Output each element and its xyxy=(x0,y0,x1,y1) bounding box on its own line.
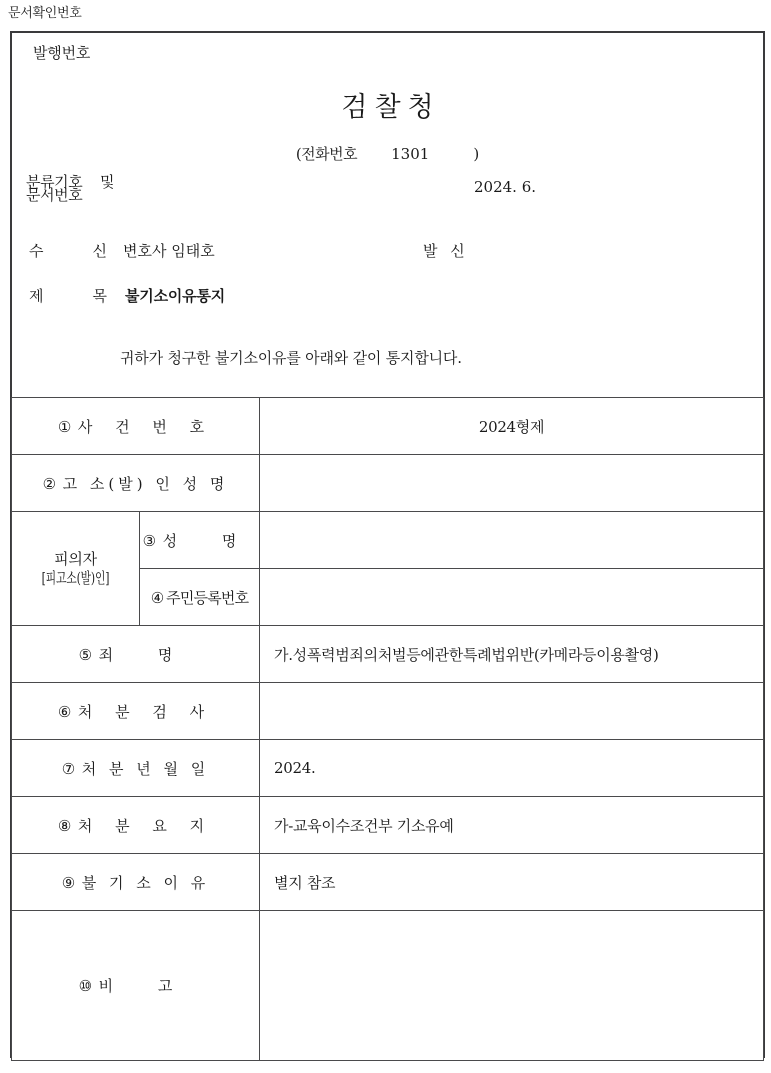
row-label-complainant-name xyxy=(12,455,260,512)
row-label-disposition-date xyxy=(12,740,260,797)
suspect-label-line1: 피의자 xyxy=(54,549,97,568)
row-label-charge-name xyxy=(12,626,260,683)
table-row-prosecutor xyxy=(12,683,764,740)
document-frame xyxy=(10,31,765,1058)
document-confirm-number-label: 문서확인번호 xyxy=(8,6,82,21)
row-label-text-complainant-name: 고 소(발) 인 성 명 xyxy=(62,474,229,493)
subject-label-second: 목 xyxy=(92,287,107,305)
issue-date: 2024. 6. xyxy=(474,178,537,196)
row-value-charge-name[interactable]: 가.성폭력범죄의처벌등에관한특례법위반(카메라등이용촬영) xyxy=(260,626,764,683)
sender-label: 발 신 xyxy=(423,242,469,260)
sender-row xyxy=(423,240,469,261)
row-label-text-reason-nonprosecution: 불 기 소 이 유 xyxy=(81,873,210,892)
suspect-group-label xyxy=(12,512,140,626)
phone-line xyxy=(12,143,763,164)
row-marker-9: ⑨ xyxy=(61,873,78,892)
recipient-label-second: 신 xyxy=(92,242,107,260)
row-marker-8: ⑧ xyxy=(57,816,74,835)
row-marker-6: ⑥ xyxy=(57,702,74,721)
row-label-text-suspect-name: 성 명 xyxy=(162,531,257,550)
lead-sentence: 귀하가 청구한 불기소이유를 아래와 같이 통지합니다. xyxy=(120,349,462,367)
row-marker-1: ① xyxy=(57,417,74,436)
phone-number: 1301 xyxy=(391,145,430,163)
row-label-remarks xyxy=(12,911,260,1061)
table-row-charge-name xyxy=(12,626,764,683)
classification-block xyxy=(26,175,114,205)
row-label-text-remarks: 비 고 xyxy=(98,977,193,995)
row-marker-7: ⑦ xyxy=(61,759,78,778)
row-label-reason-nonprosecution xyxy=(12,854,260,911)
suspect-label-line2: [피고소(발)인] xyxy=(41,568,110,587)
row-value-reason-nonprosecution[interactable]: 별지 참조 xyxy=(260,854,764,911)
letterhead-section xyxy=(12,33,763,397)
table-row-disposition-date xyxy=(12,740,764,797)
row-label-case-number xyxy=(12,398,260,455)
row-label-text-disposition-date: 처 분 년 월 일 xyxy=(81,759,210,778)
row-value-complainant-name[interactable] xyxy=(260,455,764,512)
row-label-suspect-rrn xyxy=(140,569,260,626)
recipient-value: 변호사 임태호 xyxy=(123,242,215,260)
row-marker-10: ⑩ xyxy=(78,977,95,995)
row-label-text-disposition-summary: 처 분 요 지 xyxy=(77,816,214,835)
subject-row xyxy=(29,285,225,306)
row-label-text-charge-name: 죄 명 xyxy=(98,645,193,664)
row-value-suspect-name[interactable] xyxy=(260,512,764,569)
row-value-remarks[interactable] xyxy=(260,911,764,1061)
row-value-suspect-rrn[interactable] xyxy=(260,569,764,626)
office-title: 검찰청 xyxy=(341,92,441,123)
phone-label: (전화번호 xyxy=(295,145,358,163)
table-row-reason-nonprosecution xyxy=(12,854,764,911)
row-marker-5: ⑤ xyxy=(78,645,95,664)
row-marker-2: ② xyxy=(42,474,59,493)
row-marker-4: ④ xyxy=(150,588,167,607)
table-row-suspect-name xyxy=(12,512,764,569)
document-number-label: 문서번호 xyxy=(26,186,83,204)
classification-stack xyxy=(26,175,92,205)
phone-close-paren: ) xyxy=(473,145,480,163)
table-row-complainant-name xyxy=(12,455,764,512)
row-value-disposition-date[interactable]: 2024. xyxy=(260,740,764,797)
row-marker-3: ③ xyxy=(142,531,159,550)
table-row-case-number xyxy=(12,398,764,455)
issue-number-label: 발행번호 xyxy=(33,44,91,62)
notice-table xyxy=(11,397,764,1061)
recipient-label-first: 수 xyxy=(29,242,44,260)
row-value-case-number[interactable]: 2024형제 xyxy=(260,398,764,455)
row-value-prosecutor[interactable] xyxy=(260,683,764,740)
subject-value: 불기소이유통지 xyxy=(125,287,226,305)
row-value-disposition-summary[interactable]: 가-교육이수조건부 기소유예 xyxy=(260,797,764,854)
classification-conjunction: 및 xyxy=(100,173,115,191)
row-label-disposition-summary xyxy=(12,797,260,854)
subject-label-first: 제 xyxy=(29,287,44,305)
row-label-prosecutor xyxy=(12,683,260,740)
recipient-row xyxy=(29,240,215,261)
classification-symbol-label: 분류기호 xyxy=(26,173,83,191)
table-row-remarks xyxy=(12,911,764,1061)
row-label-suspect-name xyxy=(140,512,260,569)
table-row-disposition-summary xyxy=(12,797,764,854)
row-label-text-prosecutor: 처 분 검 사 xyxy=(77,702,214,721)
row-label-text-case-number: 사 건 번 호 xyxy=(77,417,214,436)
row-label-text-suspect-rrn: 주민등록번호 xyxy=(166,588,249,607)
